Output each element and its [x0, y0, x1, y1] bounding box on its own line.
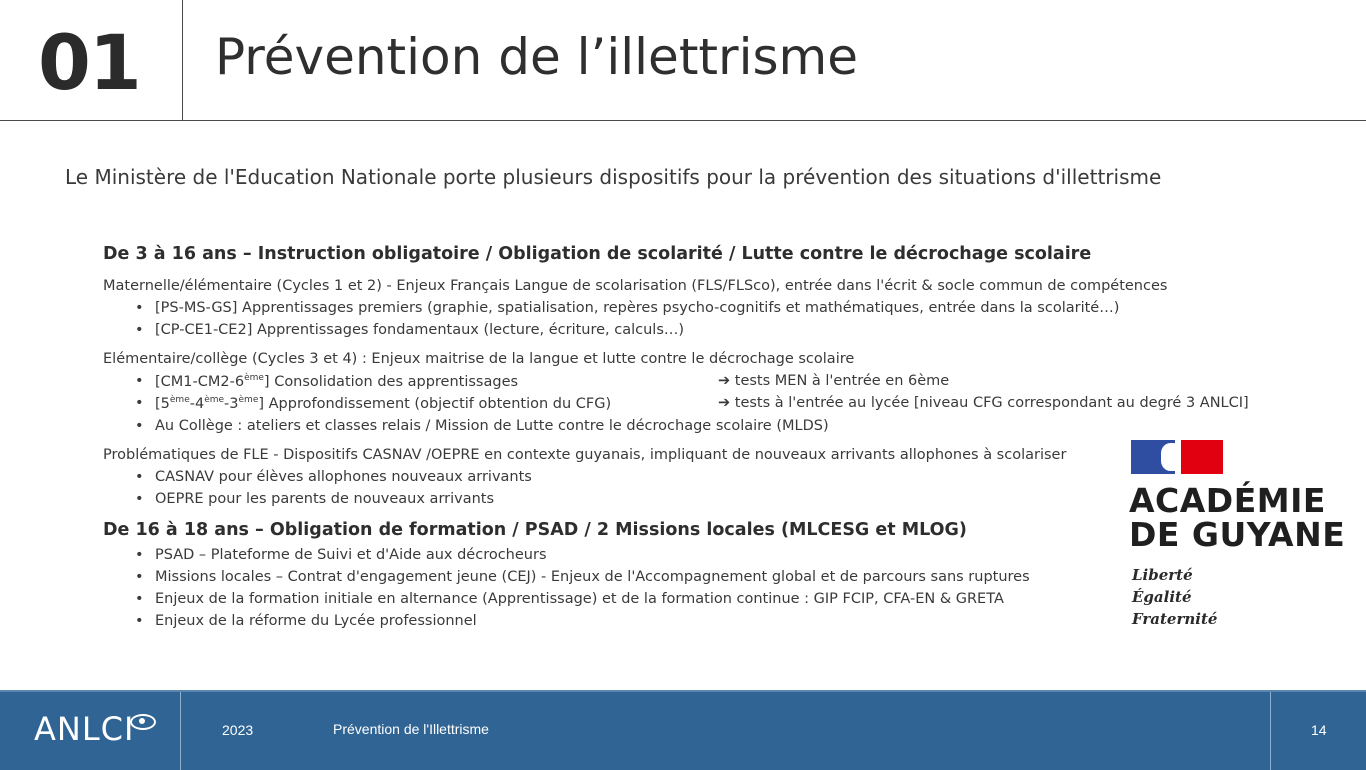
- list-item: • Enjeux de la formation initiale en alternance (Apprentissage) et de la formation continue : GIP FCIP, CFA-EN & GRETA: [155, 591, 1004, 607]
- list-item: • Au Collège : ateliers et classes relais / Mission de Lutte contre le décrochage scolaire (MLDS): [155, 418, 829, 434]
- list-item: • [PS-MS-GS] Apprentissages premiers (graphie, spatialisation, repères psycho-cognitifs et mathématiques, entrée dans la scolarité…): [155, 300, 1119, 316]
- footer-year: 2023: [222, 722, 254, 738]
- page-number: 14: [1311, 722, 1327, 738]
- list-item: • Missions locales – Contrat d'engagement jeune (CEJ) - Enjeux de l'Accompagnement global et de parcours sans ruptures: [155, 569, 1030, 585]
- section-title-16-18: De 16 à 18 ans – Obligation de formation / PSAD / 2 Missions locales (MLCESG et MLOG): [103, 520, 967, 540]
- section-title-3-16: De 3 à 16 ans – Instruction obligatoire / Obligation de scolarité / Lutte contre le décrochage scolaire: [103, 244, 1092, 264]
- list-item: • OEPRE pour les parents de nouveaux arrivants: [155, 491, 494, 507]
- republique-flag-icon: [1131, 440, 1221, 474]
- slide-title: Prévention de l’illettrisme: [215, 28, 858, 86]
- list-item: • Enjeux de la réforme du Lycée professionnel: [155, 613, 477, 629]
- eye-icon: [130, 714, 156, 730]
- group-heading-fle: Problématiques de FLE - Dispositifs CASNAV /OEPRE en contexte guyanais, impliquant de nouveaux arrivants allophones à scolariser: [103, 447, 1067, 463]
- slide-header: [0, 0, 1366, 121]
- list-item: • [CM1-CM2-6ème] Consolidation des apprentissages: [155, 373, 518, 390]
- arrow-note: ➔ tests MEN à l'entrée en 6ème: [718, 373, 950, 389]
- page-number-box: [1270, 692, 1366, 770]
- intro-text: Le Ministère de l'Education Nationale porte plusieurs dispositifs pour la prévention des situations d'illettrisme: [65, 165, 1162, 189]
- anlci-brand: ANLCI: [34, 710, 135, 748]
- logo-motto: Liberté Égalité Fraternité: [1132, 566, 1218, 628]
- section-number-box: [0, 0, 183, 120]
- list-item: • [CP-CE1-CE2] Apprentissages fondamentaux (lecture, écriture, calculs…): [155, 322, 684, 338]
- footer-title: Prévention de l'Illettrisme: [333, 721, 489, 737]
- group-heading-cycles-3-4: Elémentaire/collège (Cycles 3 et 4) : Enjeux maitrise de la langue et lutte contre le décrochage scolaire: [103, 351, 855, 367]
- logo-text: ACADÉMIE DE GUYANE: [1129, 481, 1346, 554]
- list-item: • [5ème-4ème-3ème] Approfondissement (objectif obtention du CFG): [155, 395, 611, 412]
- anlci-logo: [0, 692, 181, 770]
- arrow-note: ➔ tests à l'entrée au lycée [niveau CFG correspondant au degré 3 ANLCI]: [718, 395, 1249, 411]
- group-heading-cycles-1-2: Maternelle/élémentaire (Cycles 1 et 2) - Enjeux Français Langue de scolarisation (FLS/FLSco), entrée dans l'écrit & socle commun de compétences: [103, 278, 1168, 294]
- section-number: 01: [38, 18, 140, 107]
- list-item: • CASNAV pour élèves allophones nouveaux arrivants: [155, 469, 532, 485]
- slide-footer: [0, 690, 1366, 770]
- academie-guyane-logo: [1128, 440, 1346, 630]
- list-item: • PSAD – Plateforme de Suivi et d'Aide aux décrocheurs: [155, 547, 547, 563]
